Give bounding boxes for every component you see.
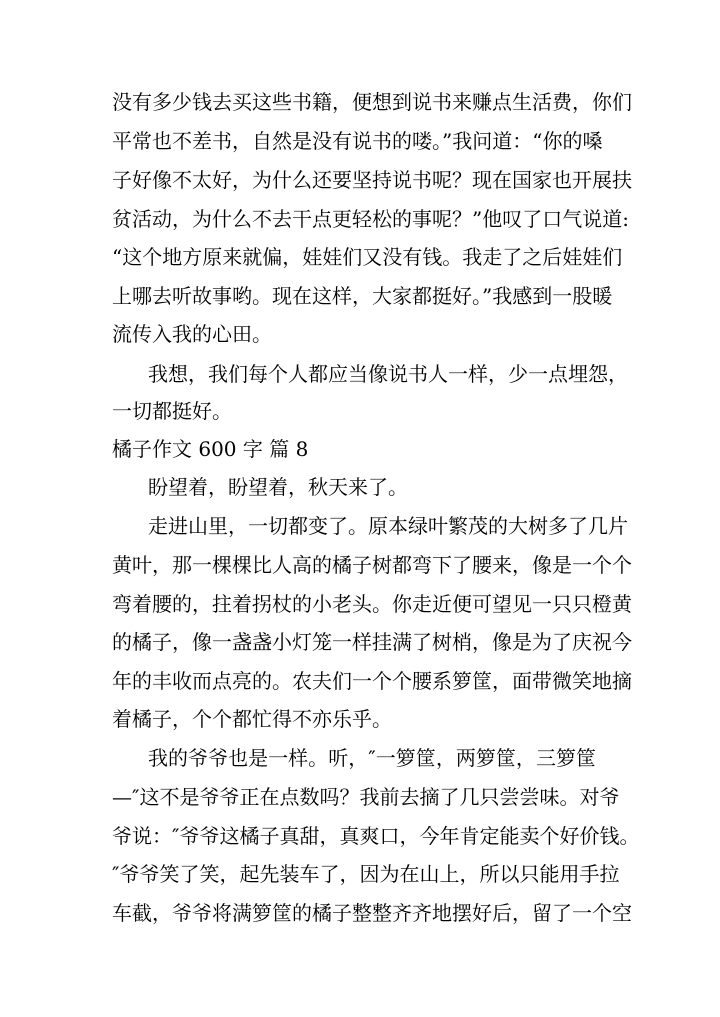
paragraph-line: 车截，爷爷将满箩筐的橘子整整齐齐地摆好后，留了一个空 bbox=[112, 901, 632, 925]
paragraph-line: “这个地方原来就偏，娃娃们又没有钱。我走了之后娃娃们 bbox=[112, 245, 623, 269]
text-line bbox=[0, 354, 720, 394]
text-line bbox=[0, 893, 720, 933]
text-line bbox=[0, 699, 720, 739]
paragraph-line: 的橘子，像一盏盏小灯笼一样挂满了树梢，像是为了庆祝今 bbox=[112, 630, 632, 654]
text-line bbox=[0, 738, 720, 778]
text-line bbox=[0, 429, 720, 469]
text-line bbox=[0, 121, 720, 161]
paragraph-line: ″爷爷笑了笑，起先装车了，因为在山上，所以只能用手拉 bbox=[112, 862, 620, 886]
text-line bbox=[0, 82, 720, 122]
text-line bbox=[0, 467, 720, 507]
section-heading: 橘子作文 600 字 篇 8 bbox=[112, 437, 309, 461]
paragraph-line: 黄叶，那一棵棵比人高的橘子树都弯下了腰来，像是一个个 bbox=[112, 553, 632, 577]
text-line bbox=[0, 854, 720, 894]
paragraph-last-line: 流传入我的心田。 bbox=[112, 322, 272, 346]
text-line bbox=[0, 545, 720, 585]
text-line bbox=[0, 314, 720, 354]
paragraph-line: 我的爷爷也是一样。听，″一箩筐，两箩筐，三箩筐 bbox=[148, 746, 596, 770]
paragraph-line: 上哪去听故事哟。现在这样，大家都挺好。”我感到一股暖 bbox=[112, 284, 613, 308]
text-line bbox=[0, 661, 720, 701]
text-line bbox=[0, 237, 720, 277]
text-line bbox=[0, 777, 720, 817]
paragraph-line: 我想，我们每个人都应当像说书人一样，少一点埋怨， bbox=[148, 362, 628, 386]
text-line bbox=[0, 622, 720, 662]
text-line bbox=[0, 584, 720, 624]
paragraph-line: 爷说：″爷爷这橘子真甜，真爽口，今年肯定能卖个好价钱。 bbox=[112, 824, 640, 848]
paragraph-line: 贫活动，为什么不去干点更轻松的事呢？”他叹了口气说道: bbox=[112, 207, 629, 231]
text-line bbox=[0, 391, 720, 431]
paragraph-line: 年的丰收而点亮的。农夫们一个个腰系箩筐，面带微笑地摘 bbox=[112, 669, 632, 693]
text-line bbox=[0, 160, 720, 200]
paragraph-line: —″这不是爷爷正在点数吗？我前去摘了几只尝尝味。对爷 bbox=[112, 785, 620, 809]
paragraph-last-line: 一切都挺好。 bbox=[112, 399, 232, 423]
text-line bbox=[0, 276, 720, 316]
paragraph-line: 子好像不太好，为什么还要坚持说书呢？现在国家也开展扶 bbox=[112, 168, 632, 192]
text-line bbox=[0, 506, 720, 546]
text-line bbox=[0, 199, 720, 239]
paragraph-last-line: 着橘子，个个都忙得不亦乐乎。 bbox=[112, 707, 392, 731]
text-line bbox=[0, 816, 720, 856]
paragraph-line: 平常也不差书，自然是没有说书的喽。”我问道：“你的嗓 bbox=[112, 129, 603, 153]
paragraph-line: 弯着腰的，拄着拐杖的小老头。你走近便可望见一只只橙黄 bbox=[112, 592, 632, 616]
paragraph-line: 盼望着，盼望着，秋天来了。 bbox=[148, 475, 408, 499]
paragraph-line: 没有多少钱去买这些书籍，便想到说书来赚点生活费，你们 bbox=[112, 90, 632, 114]
paragraph-line: 走进山里，一切都变了。原本绿叶繁茂的大树多了几片 bbox=[148, 514, 628, 538]
